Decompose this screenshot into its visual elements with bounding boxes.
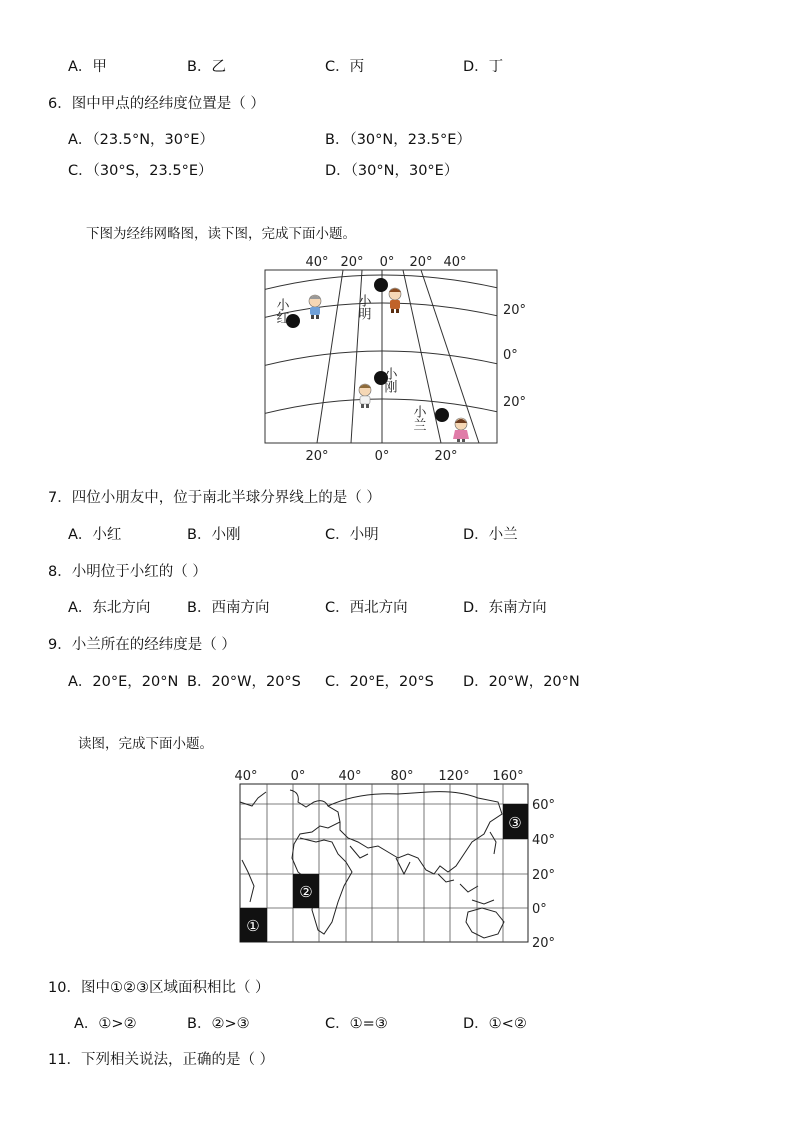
point-xiaolan <box>435 408 449 422</box>
fig2-right-label-0: 0° <box>532 902 547 917</box>
label-xiaolan: 小兰 <box>410 405 426 431</box>
q7-option-c[interactable]: C．小明 <box>325 527 379 543</box>
q5-option-c[interactable]: C．丙 <box>325 59 365 75</box>
q9-option-b[interactable]: B．20°W，20°S <box>187 674 301 690</box>
q11-stem: 11．下列相关说法，正确的是（ ） <box>48 1052 275 1068</box>
q9-stem: 9．小兰所在的经纬度是（ ） <box>48 637 236 653</box>
intro-graticule: 下图为经纬网略图，读下图，完成下面小题。 <box>86 226 356 242</box>
fig2-top-label-80e: 80° <box>390 769 414 784</box>
q8-option-d[interactable]: D．东南方向 <box>463 600 547 616</box>
label-xiaohong: 小红 <box>273 298 289 324</box>
q6-option-d[interactable]: D．（30°N，30°E） <box>325 163 459 179</box>
fig1-meridian-20w-a <box>317 270 343 443</box>
q6-option-c[interactable]: C．（30°S，23.5°E） <box>68 163 213 179</box>
fig2-top-label-160e: 160° <box>492 769 524 784</box>
q6-option-a[interactable]: A．（23.5°N，30°E） <box>68 132 214 148</box>
intro-world-map: 读图，完成下面小题。 <box>78 736 213 752</box>
q10-option-d[interactable]: D．①<② <box>463 1016 527 1032</box>
fig1-top-label-40w: 40° <box>305 255 329 270</box>
q8-option-a[interactable]: A．东北方向 <box>68 600 151 616</box>
fig1-right-label-20n: 20° <box>503 303 527 318</box>
kid-icon-xiaoming <box>389 288 401 313</box>
region-2-label: ② <box>299 883 313 901</box>
q8-option-c[interactable]: C．西北方向 <box>325 600 408 616</box>
fig2-grid <box>240 784 528 942</box>
q5-option-d[interactable]: D．丁 <box>463 59 504 75</box>
fig1-top-label-40e: 40° <box>443 255 467 270</box>
q10-option-c[interactable]: C．①=③ <box>325 1016 388 1032</box>
fig2-frame <box>240 784 528 942</box>
fig1-bottom-label-0: 0° <box>374 449 390 464</box>
fig1-parallel-20s <box>255 399 515 416</box>
fig2-right-label-40n: 40° <box>532 833 556 848</box>
islands-outline <box>438 874 494 904</box>
q10-stem: 10．图中①②③区域面积相比（ ） <box>48 980 270 996</box>
q5-option-a[interactable]: A．甲 <box>68 59 107 75</box>
fig1-bottom-label-20e: 20° <box>434 449 458 464</box>
americas-edge-outline <box>240 792 266 902</box>
region-1-label: ① <box>246 917 260 935</box>
q6-option-b[interactable]: B．（30°N，23.5°E） <box>325 132 471 148</box>
africa-europe-outline <box>290 790 352 934</box>
point-xiaoming <box>374 278 388 292</box>
fig1-meridian-40e <box>421 270 479 443</box>
fig1-parallel-equator <box>255 351 515 368</box>
fig1-top-label-0: 0° <box>379 255 395 270</box>
fig2-right-label-60n: 60° <box>532 798 556 813</box>
arabia-outline <box>350 846 368 858</box>
fig1-top-label-20w: 20° <box>340 255 364 270</box>
q7-option-d[interactable]: D．小兰 <box>463 527 518 543</box>
fig2-right-label-20s: 20° <box>532 936 556 951</box>
fig2-top-label-40e: 40° <box>338 769 362 784</box>
q5-option-b[interactable]: B．乙 <box>187 59 226 75</box>
kid-icon-xiaogang <box>359 384 371 408</box>
fig1-right-label-20s: 20° <box>503 395 527 410</box>
q7-option-b[interactable]: B．小刚 <box>187 527 241 543</box>
fig2-right-label-20n: 20° <box>532 868 556 883</box>
region-3-label: ③ <box>508 814 522 832</box>
q10-option-b[interactable]: B．②>③ <box>187 1016 250 1032</box>
fig2-top-label-40w: 40° <box>234 769 258 784</box>
fig2-top-label-120e: 120° <box>438 769 470 784</box>
q8-option-b[interactable]: B．西南方向 <box>187 600 270 616</box>
world-map-figure <box>228 762 568 952</box>
fig2-top-label-0: 0° <box>290 769 306 784</box>
q6-stem: 6．图中甲点的经纬度位置是（ ） <box>48 96 265 112</box>
q9-option-c[interactable]: C．20°E，20°S <box>325 674 434 690</box>
fig1-top-label-20e: 20° <box>409 255 433 270</box>
q9-option-a[interactable]: A．20°E，20°N <box>68 674 179 690</box>
fig1-frame <box>265 270 497 443</box>
label-xiaoming: 小明 <box>355 294 371 320</box>
fig1-bottom-label-20w: 20° <box>305 449 329 464</box>
q8-stem: 8．小明位于小红的（ ） <box>48 564 207 580</box>
fig1-right-label-0: 0° <box>503 348 518 363</box>
japan-outline <box>490 832 496 854</box>
q9-option-d[interactable]: D．20°W，20°N <box>463 674 580 690</box>
q7-stem: 7．四位小朋友中，位于南北半球分界线上的是（ ） <box>48 490 381 506</box>
label-xiaogang: 小刚 <box>381 367 397 393</box>
q7-option-a[interactable]: A．小红 <box>68 527 122 543</box>
australia-outline <box>466 908 504 938</box>
q10-option-a[interactable]: A．①>② <box>74 1016 137 1032</box>
graticule-figure <box>255 250 535 465</box>
kid-icon-xiaolan <box>453 418 469 442</box>
